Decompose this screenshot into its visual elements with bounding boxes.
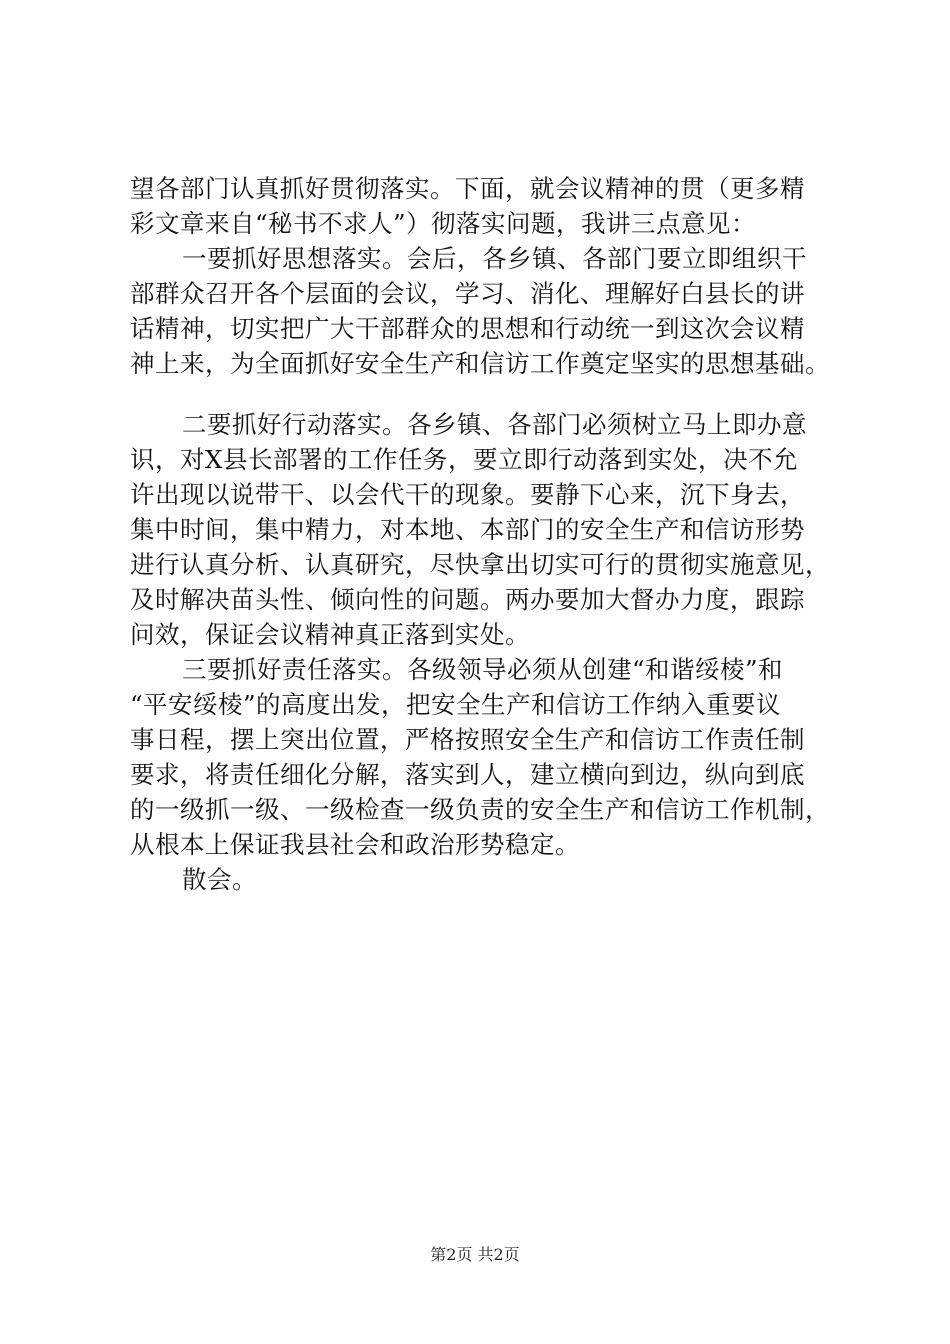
text-line: 集中时间，集中精力，对本地、本部门的安全生产和信访形势 [130,515,805,544]
document-body [130,171,850,897]
text-line: 部群众召开各个层面的会议，学习、消化、理解好白县长的讲 [130,279,805,308]
text-line: 的一级抓一级、一级检查一级负责的安全生产和信访工作机制， [130,795,830,824]
text-line: 许出现以说带干、以会代干的现象。要静下心来，沉下身去， [130,480,805,509]
closing-line: 散会。 [182,865,257,894]
text-line: 彩文章来自“秘书不求人”）彻落实问题，我讲三点意见： [130,209,757,238]
text-line: 从根本上保证我县社会和政治形势稳定。 [130,830,580,859]
text-line: 识，对X县长部署的工作任务，要立即行动落到实处，决不允 [130,445,798,474]
paragraph-first-line: 三要抓好责任落实。各级领导必须从创建“和谐绥棱”和 [182,655,784,684]
text-line: 问效，保证会议精神真正落到实处。 [130,620,530,649]
paragraph-first-line: 一要抓好思想落实。会后，各乡镇、各部门要立即组织干 [182,244,807,273]
page-number-footer: 第2页 共2页 [430,1245,520,1264]
text-line: 神上来，为全面抓好安全生产和信访工作奠定坚实的思想基础。 [130,349,830,378]
text-line: 事日程，摆上突出位置，严格按照安全生产和信访工作责任制 [130,725,805,754]
paragraph-gap [130,381,850,407]
text-line: 及时解决苗头性、倾向性的问题。两办要加大督办力度，跟踪 [130,585,805,614]
text-line: 要求，将责任细化分解，落实到人，建立横向到边，纵向到底 [130,760,805,789]
paragraph-first-line: 二要抓好行动落实。各乡镇、各部门必须树立马上即办意 [182,410,807,439]
text-line: 进行认真分析、认真研究，尽快拿出切实可行的贯彻实施意见， [130,550,830,579]
text-line: “平安绥棱”的高度出发，把安全生产和信访工作纳入重要议 [130,690,782,719]
text-line: 话精神，切实把广大干部群众的思想和行动统一到这次会议精 [130,314,805,343]
text-line: 望各部门认真抓好贯彻落实。下面，就会议精神的贯（更多精 [130,174,805,203]
